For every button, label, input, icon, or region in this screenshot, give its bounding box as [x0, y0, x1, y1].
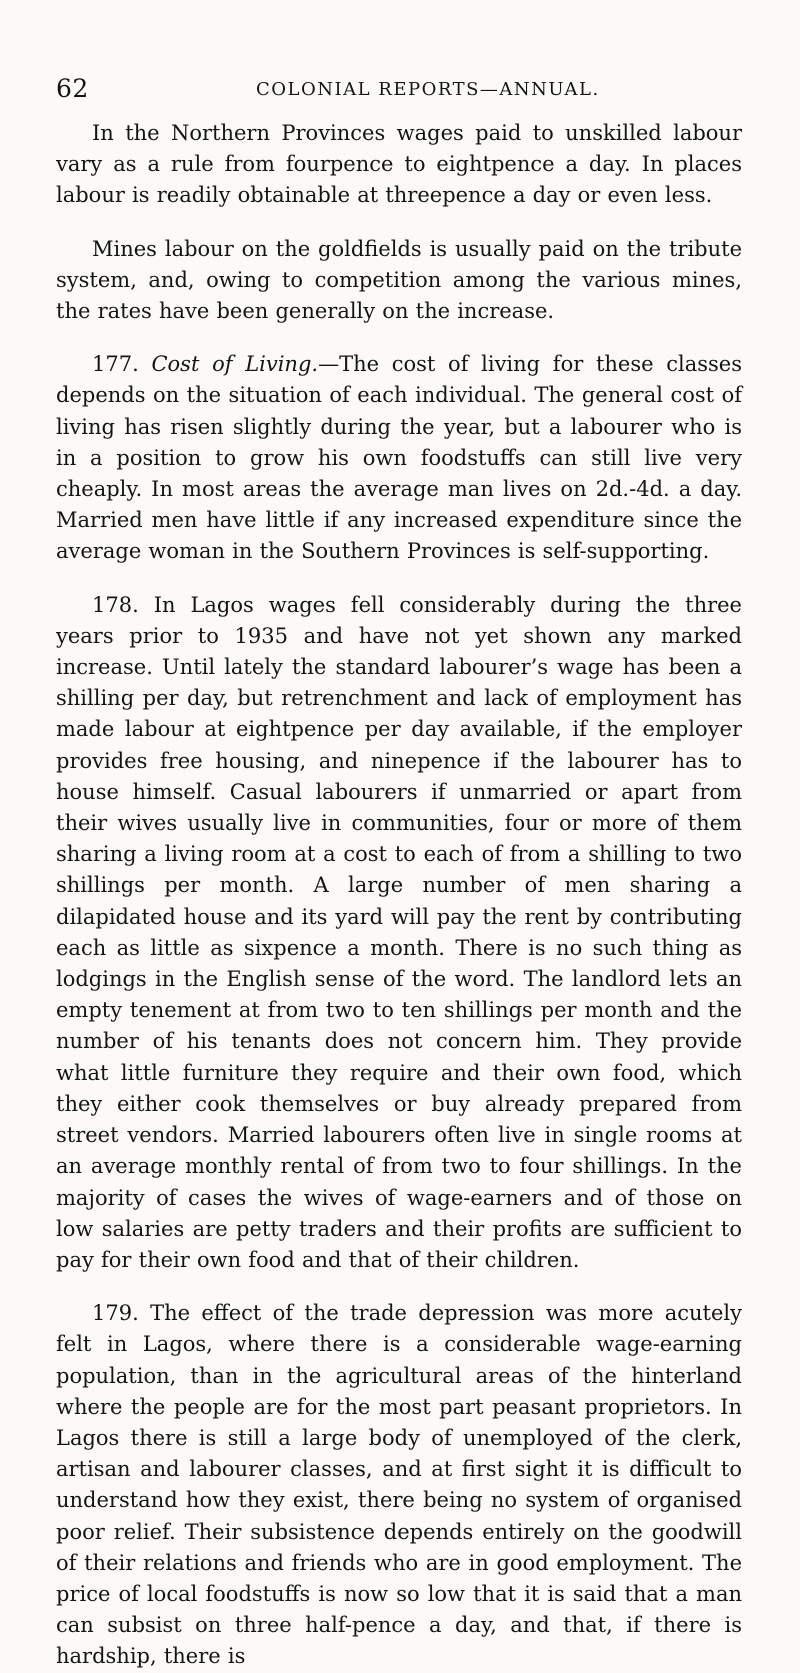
paragraph-number: 178. [92, 592, 139, 617]
paragraph-northern-wages [56, 118, 742, 212]
paragraph-177 [56, 349, 742, 567]
paragraph-text: The effect of the trade depression was more acutely felt in Lagos, where there is a considerable wage-earning population, than in the agricultural areas of the hinterland where the people are for the most part peasant proprietors. In Lagos there is still a large body of unemployed of the clerk, artisan and labourer classes, and at first sight it is difficult to understand how they exist, there being no system of organised poor relief. Their subsistence depends entirely on the goodwill of their relations and friends who are in good employment. The price of local foodstuffs is now so low that it is said that a man can subsist on three half-pence a day, and that, if there is hardship, there is [56, 1301, 742, 1669]
paragraph-mines-labour [56, 234, 742, 328]
paragraph-text: Mines labour on the goldfields is usually paid on the tribute system, and, owing to competition among the various mines, the rates have been generally on the increase. [56, 236, 742, 324]
paragraph-text: In the Northern Provinces wages paid to unskilled labour vary as a rule from fourpence to eightpence a day. In places labour is readily obtainable at threepence a day or even less. [56, 121, 742, 208]
running-title: COLONIAL REPORTS—ANNUAL. [256, 79, 600, 100]
paragraph-text: In Lagos wages fell considerably during the three years prior to 1935 and have not yet shown any marked increase. Until lately the standard labourer’s wage has been a shilling per day, but retrenchment and lack of employment has made labour at eightpence per day available, if the employer provides free housing, and ninepence if the labourer has to house himself. Casual labourers if unmarried or apart from their wives usually live in communities, four or more of them sharing a living room at a cost to each of from a shilling to two shillings per month. A large number of men sharing a dilapidated house and its yard will pay the rent by contributing each as little as sixpence a month. There is no such thing as lodgings in the English sense of the word. The landlord lets an empty tenement at from two to ten shillings per month and the number of his tenants does not concern him. They provide what little furniture they require and their own food, which they either cook themselves or buy already prepared from street vendors. Married labourers often live in single rooms at an average monthly rental of from two to four shillings. In the majority of cases the wives of wage-earners and of those on low salaries are petty traders and their profits are sufficient to pay for their own food and that of their children. [56, 592, 742, 1272]
page-number: 62 [56, 74, 89, 103]
running-header [56, 0, 742, 118]
paragraph-text: —The cost of living for these classes depends on the situation of each individual. The general cost of living has risen slightly during the year, but a labourer who is in a position to grow his own foodstuffs can still live very cheaply. In most areas the average man lives on 2d.-4d. a day. Married men have little if any increased expenditure since the average woman in the Southern Provinces is self-supporting. [56, 352, 742, 564]
paragraph-178 [56, 590, 742, 1276]
paragraph-number: 177. [92, 352, 139, 377]
paragraph-179 [56, 1298, 742, 1672]
body-text [56, 118, 742, 1673]
section-heading: Cost of Living. [151, 352, 319, 377]
paragraph-number: 179. [92, 1301, 139, 1326]
